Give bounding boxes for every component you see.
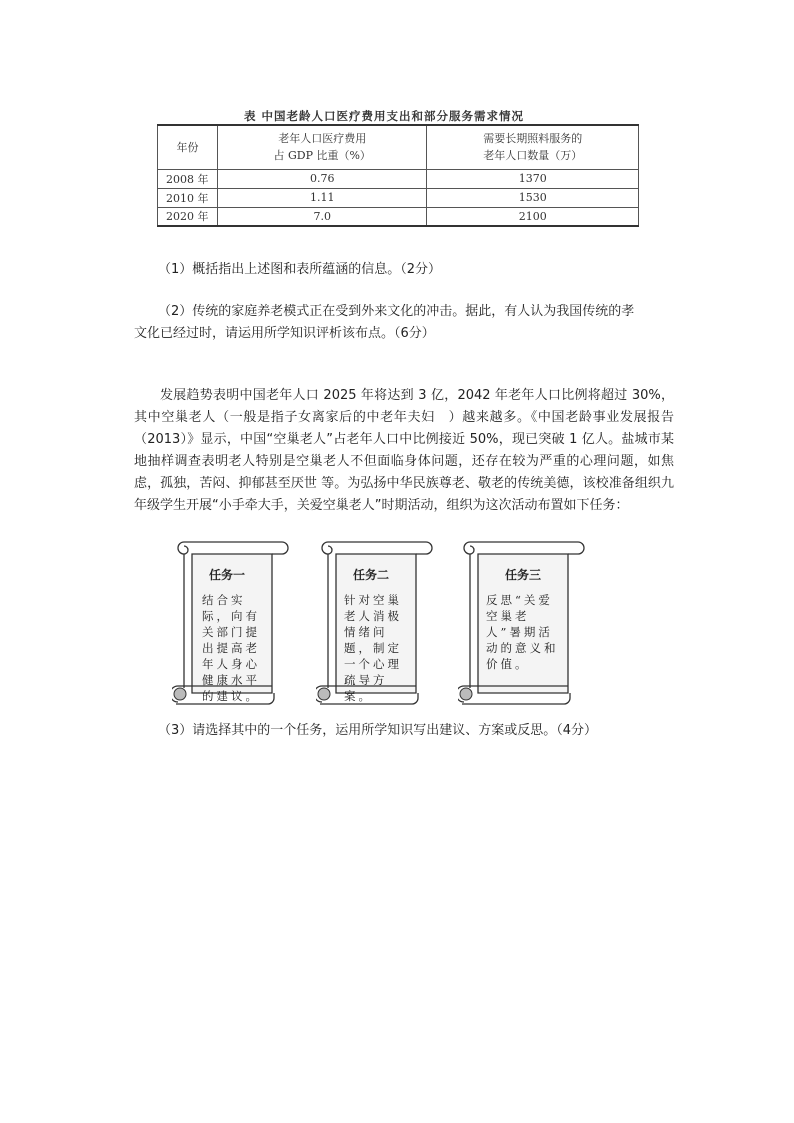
header-medical-line2: 占 GDP 比重（%） — [273, 149, 371, 163]
cell-medical: 1.11 — [217, 188, 427, 207]
task-scroll-2 — [316, 538, 426, 708]
header-care — [427, 125, 639, 169]
table-row — [158, 207, 639, 226]
question-2-line1: （2）传统的家庭养老模式正在受到外来文化的冲击。据此，有人认为我国传统的孝 — [158, 304, 635, 319]
task-scroll-3 — [458, 538, 568, 708]
table-header-row — [158, 125, 639, 169]
task-text: 反思“关爱空巢老人”暑期活动的意义和价值。 — [486, 593, 559, 671]
task-scroll-1 — [172, 538, 282, 708]
table-title: 表 中国老龄人口医疗费用支出和部分服务需求情况 — [244, 109, 525, 123]
question-1: （1）概括指出上述图和表所蕴涵的信息。（2分） — [158, 262, 442, 277]
cell-care: 1370 — [427, 169, 639, 188]
question-2-line2: 文化已经过时，请运用所学知识评析该布点。（6分） — [134, 326, 435, 341]
table-row — [158, 188, 639, 207]
cell-year: 2010 年 — [158, 188, 218, 207]
task-title: 任务三 — [504, 568, 541, 582]
cell-medical: 0.76 — [217, 169, 427, 188]
cell-year: 2020 年 — [158, 207, 218, 226]
cell-care: 2100 — [427, 207, 639, 226]
data-table — [157, 124, 639, 227]
task-text: 针对空巢老人消极情绪问题，制定一个心理疏导方案。 — [344, 593, 402, 703]
header-medical-line1: 老年人口医疗费用 — [278, 132, 367, 146]
header-care-line1: 需要长期照料服务的 — [483, 132, 583, 146]
task-title: 任务一 — [208, 568, 245, 582]
header-year: 年份 — [158, 125, 218, 169]
passage: 发展趋势表明中国老年人口 2025 年将达到 3 亿，2042 年老年人口比例将超过 30%，其中空巢老人（一般是指子女离家后的中老年夫妇 ）越来越多。《中国老龄事业发展报告（2013）》显示，中国“空巢老人”占老年人口中比例接近 50%，现已突破 1 亿人。盐城市某地抽样调查表明老人特别是空巢老人不但面临身体问题，还存在较为严重的心理问题，如焦虑，孤独，苦闷、抑郁甚至厌世 等。为弘扬中华民族尊老、敬老的传统美德，该校准备组织九年级学生开展“小手牵大手，关爱空巢老人”时期活动，组织为这次活动布置如下任务： — [134, 388, 674, 513]
table-row — [158, 169, 639, 188]
cell-medical: 7.0 — [217, 207, 427, 226]
task-title: 任务二 — [352, 568, 389, 582]
cell-year: 2008 年 — [158, 169, 218, 188]
cell-care: 1530 — [427, 188, 639, 207]
header-care-line2: 老年人口数量（万） — [483, 149, 583, 163]
question-3: （3）请选择其中的一个任务，运用所学知识写出建议、方案或反思。（4分） — [158, 723, 598, 738]
task-text: 结合实际，向有关部门提出提高老年人身心健康水平的建议。 — [202, 593, 260, 703]
header-medical — [217, 125, 427, 169]
